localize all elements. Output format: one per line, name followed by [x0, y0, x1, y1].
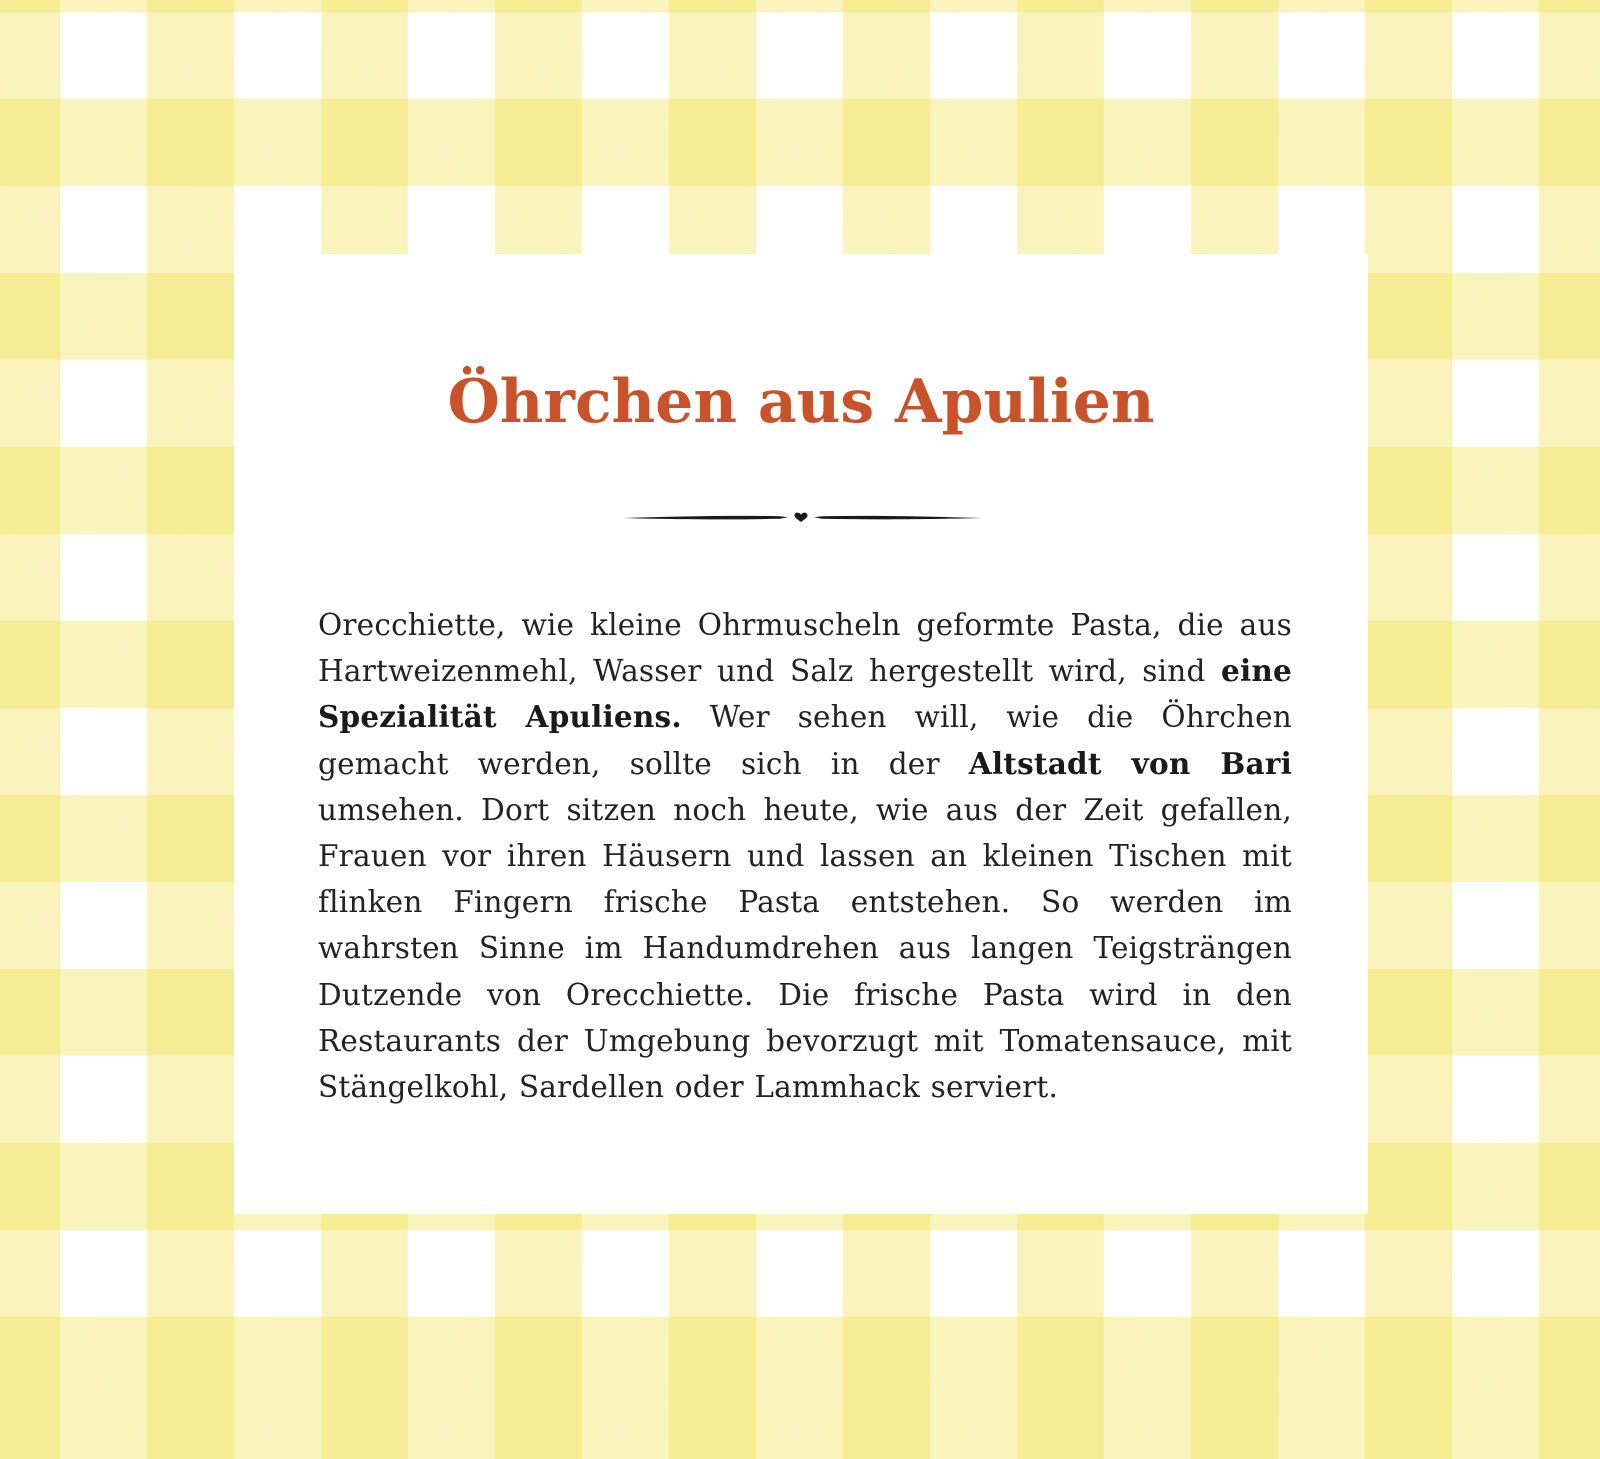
paragraph-text-3: umsehen. Dort sitzen noch heute, wie aus der Zeit gefallen, Frauen vor ihren Häusern und lassen an kleinen Tischen mit flinken Fingern frische Pasta entstehen. So werden im wahrsten Sinne im Handumdrehen aus langen Teigsträngen Dutzende von Orecchiette. Die frische Pasta wird in den Restaurants der Umgebung bevorzugt mit Tomatensauce, mit Stängelkohl, Sardellen oder Lammhack serviert. [318, 792, 1292, 1105]
paragraph-text-1: Orecchiette, wie kleine Ohrmuscheln geformte Pasta, die aus Hartweizenmehl, Wasser und Salz hergestellt wird, sind [318, 608, 1292, 689]
highlight-speciality: eine Spezialität Apuliens. [318, 653, 1292, 735]
heart-divider-icon [620, 508, 982, 528]
paragraph-text-2: Wer sehen will, wie die Öhrchen gemacht werden, sollte sich in der [318, 700, 1292, 781]
content-card [234, 254, 1368, 1214]
body-paragraph [318, 602, 1292, 1110]
page-title: Öhrchen aus Apulien [447, 367, 1155, 437]
highlight-old-town: Altstadt von Bari [968, 745, 1292, 781]
